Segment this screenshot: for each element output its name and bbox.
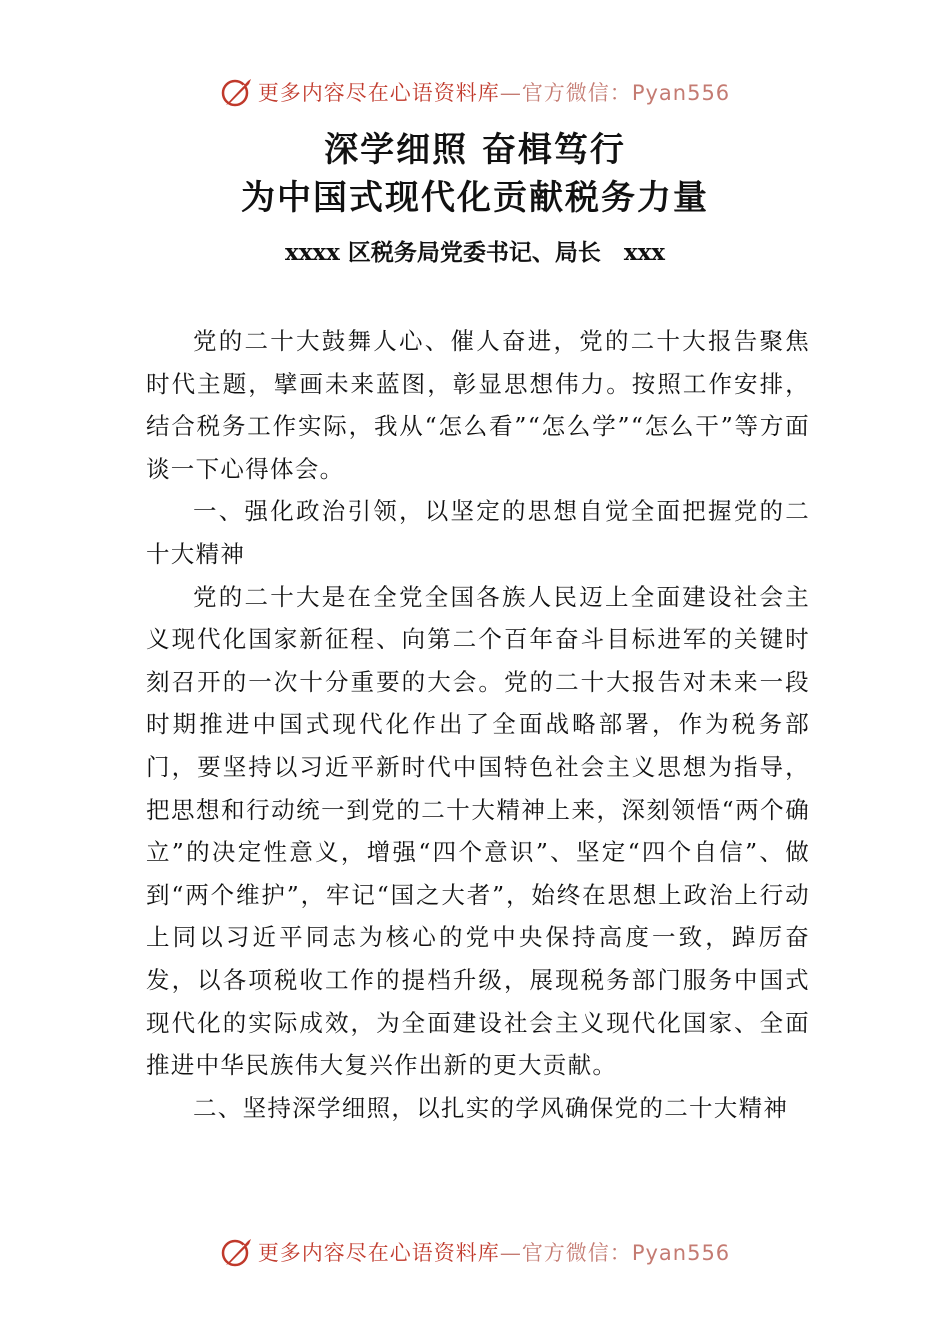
watermark-text: 更多内容尽在心语资料库—官方微信：Pyan556 xyxy=(257,1241,731,1265)
watermark-banner-bottom xyxy=(0,1232,950,1272)
section-heading-1: 一、强化政治引领，以坚定的思想自觉全面把握党的二十大精神 xyxy=(146,497,810,568)
watermark-banner-top xyxy=(0,72,950,112)
document-body xyxy=(146,320,810,1129)
feather-pen-logo-icon xyxy=(220,75,254,109)
watermark-text: 更多内容尽在心语资料库—官方微信：Pyan556 xyxy=(257,81,731,105)
paragraph-intro: 党的二十大鼓舞人心、催人奋进，党的二十大报告聚焦时代主题，擘画未来蓝图，彰显思想伟力。按照工作安排，结合税务工作实际，我从“怎么看”“怎么学”“怎么干”等方面谈一下心得体会。 xyxy=(146,327,810,483)
document-author: xxxx 区税务局党委书记、局长 xxx xyxy=(285,239,665,266)
section-heading-2: 二、坚持深学细照，以扎实的学风确保党的二十大精神 xyxy=(193,1093,789,1122)
paragraph-section-1: 党的二十大是在全党全国各族人民迈上全面建设社会主义现代化国家新征程、向第二个百年奋斗目标进军的关键时刻召开的一次十分重要的大会。党的二十大报告对未来一段时期推进中国式现代化作出了全面战略部署，作为税务部门，要坚持以习近平新时代中国特色社会主义思想为指导，把思想和行动统一到党的二十大精神上来，深刻领悟“两个确立”的决定性意义，增强“四个意识”、坚定“四个自信”、做到“两个维护”，牢记“国之大者”，始终在思想上政治上行动上同以习近平同志为核心的党中央保持高度一致，踔厉奋发，以各项税收工作的提档升级，展现税务部门服务中国式现代化的实际成效，为全面建设社会主义现代化国家、全面推进中华民族伟大复兴作出新的更大贡献。 xyxy=(146,582,810,1080)
feather-pen-logo-icon xyxy=(220,1235,254,1269)
document-title-line-1: 深学细照 奋楫笃行 xyxy=(324,130,626,170)
document-title-line-2: 为中国式现代化贡献税务力量 xyxy=(241,178,709,218)
